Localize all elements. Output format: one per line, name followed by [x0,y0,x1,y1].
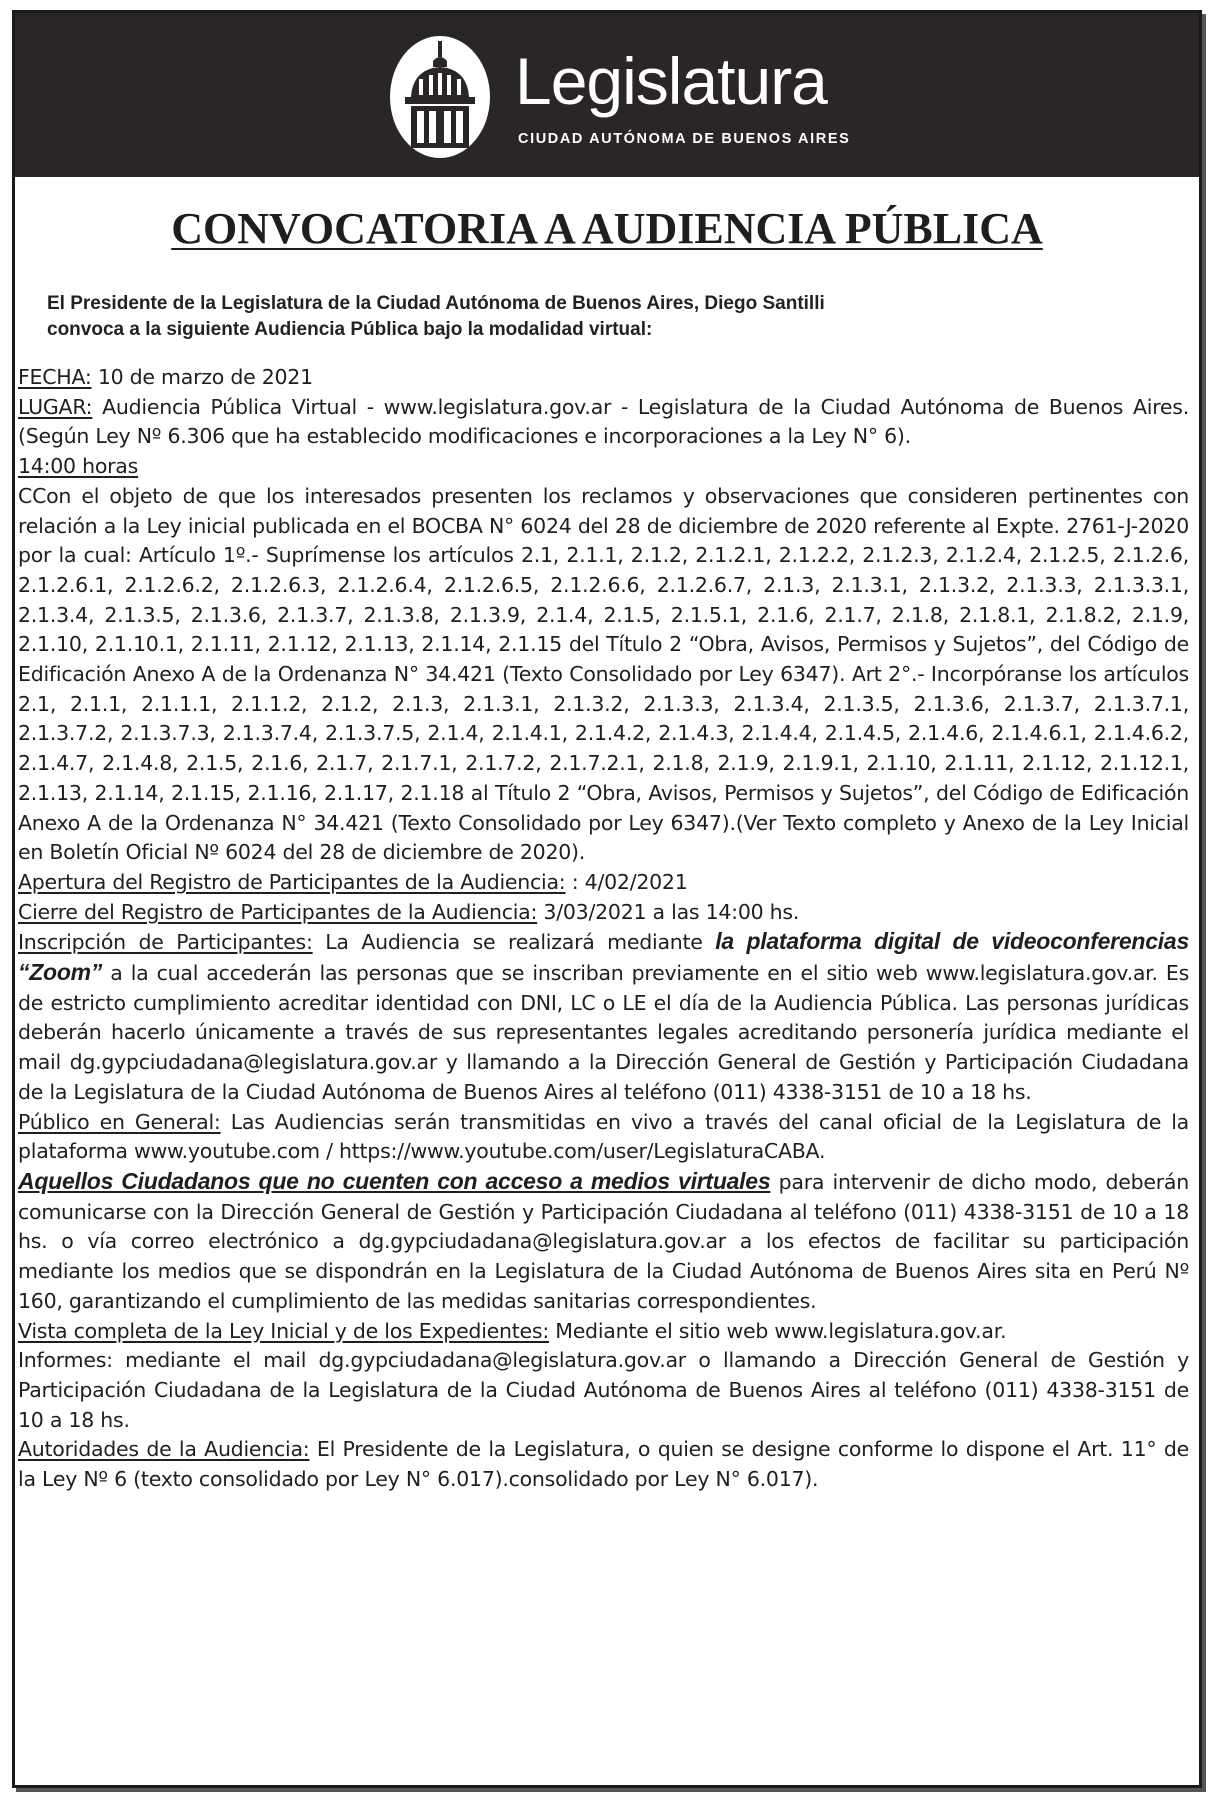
sin-acceso-emphasis: Aquellos Ciudadanos que no cuenten con acceso a medios virtuales [18,1167,771,1194]
autoridades-paragraph [18,1435,1189,1494]
notice-frame [12,10,1202,1788]
intro-text [47,291,1047,343]
cierre-paragraph [18,898,1189,928]
inscripcion-label: Inscripción de Participantes: [18,930,313,955]
intro-line-2: convoca a la siguiente Audiencia Pública bajo la modalidad virtual: [47,319,653,340]
publico-value: Las Audiencias serán transmitidas en vivo a través del canal oficial de la Legislatura de la plataforma www.youtube.com / https://www.youtube.com/user/LegislaturaCABA. [18,1109,1189,1164]
hora-label: 14:00 horas [18,454,139,479]
vista-paragraph [18,1317,1189,1347]
inscripcion-pre: La Audiencia se realizará mediante [312,930,716,955]
informes-paragraph: Informes: mediante el mail dg.gypciudadana@legislatura.gov.ar o llamando a Dirección General de Gestión y Participación Ciudadana de la Legislatura de la Ciudad Autónoma de Buenos Aires al teléfono (011) 4338-3151 de 10 a 18 hs. [18,1348,1189,1432]
inscripcion-paragraph [18,927,1189,1107]
logo-wordmark: Legislatura [515,44,827,118]
objeto-paragraph: CCon el objeto de que los interesados presenten los reclamos y observaciones que consideren pertinentes con relación a la Ley inicial publicada en el BOCBA N° 6024 del 28 de diciembre de 2020 referente al Expte. 2761-J-2020 por la cual: Artículo 1º.- Suprímense los artículos 2.1, 2.1.1, 2.1.2, 2.1.2.1, 2.1.2.2, 2.1.2.3, 2.1.2.4, 2.1.2.5, 2.1.2.6, 2.1.2.6.1, 2.1.2.6.2, 2.1.2.6.3, 2.1.2.6.4, 2.1.2.6.5, 2.1.2.6.6, 2.1.2.6.7, 2.1.3, 2.1.3.1, 2.1.3.2, 2.1.3.3, 2.1.3.3.1, 2.1.3.4, 2.1.3.5, 2.1.3.6, 2.1.3.7, 2.1.3.8, 2.1.3.9, 2.1.4, 2.1.5, 2.1.5.1, 2.1.6, 2.1.7, 2.1.8, 2.1.8.1, 2.1.8.2, 2.1.9, 2.1.10, 2.1.10.1, 2.1.11, 2.1.12, 2.1.13, 2.1.14, 2.1.15 del Título 2 “Obra, Avisos, Permisos y Sujetos”, del Código de Edificación Anexo A de la Ordenanza N° 34.421 (Texto Consolidado por Ley 6347). Art 2°.- Incorpóranse los artículos 2.1, 2.1.1, 2.1.1.1, 2.1.1.2, 2.1.2, 2.1.3, 2.1.3.1, 2.1.3.2, 2.1.3.3, 2.1.3.4, 2.1.3.5, 2.1.3.6, 2.1.3.7, 2.1.3.7.1, 2.1.3.7.2, 2.1.3.7.3, 2.1.3.7.4, 2.1.3.7.5, 2.1.4, 2.1.4.1, 2.1.4.2, 2.1.4.3, 2.1.4.4, 2.1.4.5, 2.1.4.6, 2.1.4.6.1, 2.1.4.6.2, 2.1.4.7, 2.1.4.8, 2.1.5, 2.1.6, 2.1.7, 2.1.7.1, 2.1.7.2, 2.1.7.2.1, 2.1.8, 2.1.9, 2.1.9.1, 2.1.10, 2.1.11, 2.1.12, 2.1.12.1, 2.1.13, 2.1.14, 2.1.15, 2.1.16, 2.1.17, 2.1.18 al Título 2 “Obra, Avisos, Permisos y Sujetos”, del Código de Edificación Anexo A de la Ordenanza N° 34.421 (Texto Consolidado por Ley 6347).(Ver Texto completo y Anexo de la Ley Inicial en Boletín Oficial Nº 6024 del 28 de diciembre de 2020). [18,483,1189,865]
sin-acceso-paragraph [18,1167,1189,1317]
lugar-label: LUGAR: [18,394,93,419]
publico-paragraph [18,1108,1189,1167]
notice-body [18,363,1189,1495]
fecha-label: FECHA: [18,365,92,389]
apertura-label: Apertura del Registro de Participantes de la Audiencia: [18,869,566,894]
header-banner [15,13,1199,177]
lugar-paragraph [18,393,1189,452]
inscripcion-post: a la cual accederán las personas que se inscriban previamente en el sitio web www.legislatura.gov.ar. Es de estricto cumplimiento acreditar identidad con DNI, LC o LE el día de la Audiencia Pública. Las personas jurídicas deberán hacerlo únicamente a través de sus representantes legales acreditando personería jurídica mediante el mail dg.gypciudadana@legislatura.gov.ar y llamando a la Dirección General de Gestión y Participación Ciudadana de la Legislatura de la Ciudad Autónoma de Buenos Aires al teléfono (011) 4338-3151 de 10 a 18 hs. [18,961,1189,1104]
lugar-value: Audiencia Pública Virtual - www.legislatura.gov.ar - Legislatura de la Ciudad Autónoma de Buenos Aires. (Según Ley Nº 6.306 que ha establecido modificaciones e incorporaciones a la Ley N° 6). [18,394,1189,449]
sin-acceso-value: para intervenir de dicho modo, deberán comunicarse con la Dirección General de Gestión y Participación Ciudadana al teléfono (011) 4338-3151 de 10 a 18 hs. o vía correo electrónico a dg.gypciudadana@legislatura.gov.ar a los efectos de facilitar su participación mediante los medios que se dispondrán en la Legislatura de la Ciudad Autónoma de Buenos Aires sita en Perú Nº 160, garantizando el cumplimiento de las medidas sanitarias correspondientes. [18,1169,1189,1313]
legislatura-dome-logo-icon [389,35,491,159]
hora-paragraph [18,452,1189,482]
cierre-value: 3/03/2021 a las 14:00 hs. [537,899,800,924]
page-title: CONVOCATORIA A AUDIENCIA PÚBLICA [171,204,1043,253]
publico-label: Público en General: [18,1109,221,1134]
fecha-value: 10 de marzo de 2021 [91,365,313,389]
fecha-paragraph [18,363,1189,393]
apertura-paragraph [18,868,1189,898]
inscripcion-emphasis: la plataforma digital de videoconferencias “Zoom” [18,928,1189,986]
logo-subtitle: CIUDAD AUTÓNOMA DE BUENOS AIRES [518,131,851,147]
autoridades-value: El Presidente de la Legislatura, o quien se designe conforme lo dispone el Art. 11° de la Ley Nº 6 (texto consolidado por Ley N° 6.017).consolidado por Ley N° 6.017). [18,1437,1189,1492]
vista-label: Vista completa de la Ley Inicial y de los Expedientes: [18,1318,549,1343]
apertura-value: : 4/02/2021 [565,869,688,894]
cierre-label: Cierre del Registro de Participantes de la Audiencia: [18,899,538,924]
vista-value: Mediante el sitio web www.legislatura.gov.ar. [548,1318,1007,1343]
autoridades-label: Autoridades de la Audiencia: [18,1437,310,1462]
intro-line-1: El Presidente de la Legislatura de la Ciudad Autónoma de Buenos Aires, Diego Santilli [47,293,825,314]
